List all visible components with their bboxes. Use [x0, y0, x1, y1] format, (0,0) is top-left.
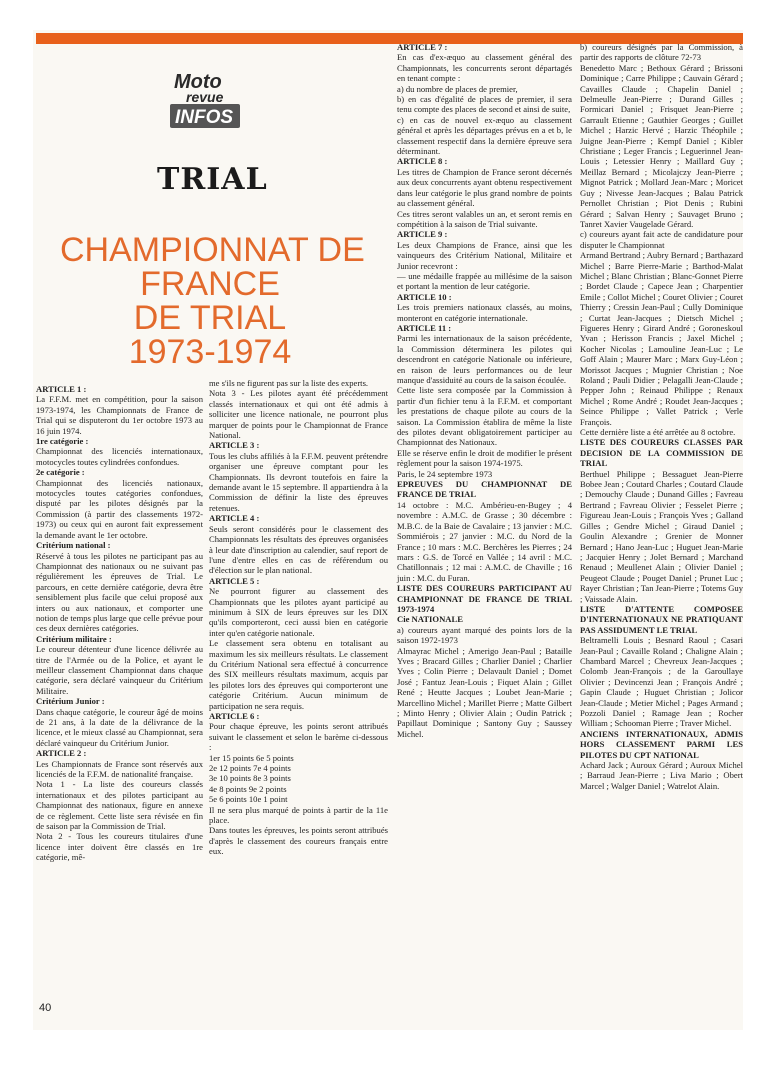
paragraph: Almayrac Michel ; Amerigo Jean-Paul ; Bataille Yves ; Bracard Gilles ; Charlier Daniel ; Charlier Yves ; Colin Pierre ; Delavault Daniel ; Domet José ; Fantuz Jean-Louis ; Fiquet Alain ; Gillet René ; Heutte Jacques ; Loubet Jean-Marie ; Marcellino Michel ; Marillet Pierre ; Matte Gilbert ; Minto Henry ; Olivier Alain ; Oudin Patrick ; Papillaut Dominique ; Santony Guy ; Saussey Michel. — [397, 645, 572, 739]
column-4 — [580, 42, 743, 791]
moto-revue-infos-logo — [170, 70, 256, 130]
paragraph: ARTICLE 2 : — [36, 748, 87, 759]
column-2 — [209, 378, 388, 857]
paragraph: Championnat des licenciés internationaux, motocycles toutes cylindrées confondues. — [36, 446, 203, 467]
paragraph: 1re catégorie : — [36, 436, 89, 447]
paragraph: b) en cas d'égalité de places de premier, il sera tenu compte des places de second et ainsi de suite, — [397, 94, 572, 115]
paragraph: Championnat des licenciés nationaux, motocycles toutes catégories confondues, disputé par les pilotes désignés par la Commission (à partir des classements 1972-1973) ou ceux qui en auront fait expressement la demande avant le 1er octobre. — [36, 477, 203, 540]
logo-moto-text: Moto — [174, 71, 222, 93]
paragraph: ARTICLE 11 : — [397, 322, 452, 333]
paragraph: Beltramelli Louis ; Besnard Raoul ; Casari Jean-Paul ; Cavaille Roland ; Chaligne Alain ; Chambard Marcel ; Chevreux Jean-Jacques ; Colomb Jean-François ; de la Garoullaye Olivier ; Devincenzi Jean ; François André ; Gapin Claude ; Huguet Christian ; Jolicor Jean-Claude ; Metier Michel ; Pages Armand ; Pozzoli Daniel ; Ramage Jean ; Rocher William ; Schooman Pierre ; Traver Michel. — [580, 635, 743, 729]
paragraph: ARTICLE 4 : — [209, 513, 260, 524]
paragraph: Seuls seront considérés pour le classement des Championnats les résultats des épreuves organisées à leur date d'inscription au calendier, sauf report de l'une d'entre elles en cas de référendum ou d'élection sur le plan national. — [209, 523, 388, 576]
paragraph: Critérium militaire : — [36, 633, 112, 644]
paragraph: 5e 6 points 10e 1 point — [209, 794, 288, 805]
paragraph: Réservé à tous les pilotes ne participant pas au Championnat des nationaux ou ne suivant pas régulièrement les épreuves de Trial. Le parcours, en cette dernière catégorie, devra être sensiblement plus facile que celui proposé aux inters ou aux nationaux, et comporter une notion de temps plus large que celle prévue pour ces deux dernières catégories. — [36, 550, 203, 634]
paragraph: En cas d'ex-æquo au classement général des Championnats, les concurrents seront départagés en tenant compte : — [397, 52, 572, 84]
paragraph: Les Championnats de France sont réservés aux licenciés de la F.F.M. de nationalité française. — [36, 758, 203, 780]
paragraph: Achard Jack ; Auroux Gérard ; Auroux Michel ; Barraud Jean-Pierre ; Liva Mario ; Obert Marcel ; Walger Daniel ; Watrelot Alain. — [580, 760, 743, 791]
paragraph: LISTE DES COUREURS CLASSES PAR DECISION DE LA COMMISSION DE TRIAL — [580, 437, 743, 469]
paragraph: Ne pourront figurer au classement des Championnats que les pilotes ayant participé au minimum à SIX de leurs épreuves sur les DIX qu'ils comporteront, ceci aussi bien en catégorie inter qu'en catégorie nationale. — [209, 586, 388, 638]
paragraph: Les deux Champions de France, ainsi que les vainqueurs des Critérium National, Militaire et Junior recevront : — [397, 239, 572, 271]
title-line-4: 1973-1974 — [128, 333, 292, 371]
paragraph: ANCIENS INTERNATIONAUX, ADMIS HORS CLASSEMENT PARMI LES PILOTES DU CPT NATIONAL — [580, 728, 743, 760]
page-number: 40 — [39, 1002, 52, 1014]
logo-infos-text: INFOS — [175, 107, 234, 128]
paragraph: Tous les clubs affiliés à la F.F.M. peuvent prétendre organiser une épreuve comptant pour les Championnats. Ils devront toutefois en faire la demande avant le 15 septembre. Il appartiendra à la Commission de définir la liste des épreuves retenues. — [209, 450, 388, 513]
paragraph: Les titres de Champion de France seront décernés aux deux concurrents ayant obtenu respectivement dans leur catégorie le plus grand nombre de points au classement général. — [397, 166, 572, 209]
paragraph: LISTE DES COUREURS PARTICIPANT AU CHAMPIONNAT DE FRANCE DE TRIAL 1973-1974 — [397, 583, 572, 614]
paragraph: 1er 15 points 6e 5 points — [209, 752, 294, 763]
paragraph: Le coureur détenteur d'une licence délivrée au titre de l'Armée ou de la Police, et ayant le meilleur classement Championnat dans chaque catégorie, sera déclaré vainqueur du Critérium Militaire. — [36, 644, 203, 696]
section-heading: TRIAL — [157, 162, 268, 197]
title-line-3: DE TRIAL — [133, 299, 287, 337]
paragraph: Paris, le 24 septembre 1973 — [397, 468, 493, 479]
paragraph: ARTICLE 6 : — [209, 711, 260, 721]
paragraph: ARTICLE 1 : — [36, 384, 87, 394]
paragraph: a) du nombre de places de premier, — [397, 83, 518, 94]
paragraph: Le classement sera obtenu en totalisant au maximum les six meilleurs résultats. Le classement du Critérium National sera effectué à concurrence des SIX meilleurs résultats maximum, acquis par les pilotes lors des épreuves qui comporteront une catégorie Critérium. Aucun minimum de participation ne sera requis. — [209, 638, 388, 711]
paragraph: Benedetto Marc ; Bethoux Gérard ; Brissoni Dominique ; Carre Philippe ; Cauvain Gérard ; Cavailles Claude ; Chapelin Daniel ; Delmeulle Jean-Pierre ; Durand Gilles ; Formicari Daniel ; Frisquet Jean-Pierre ; Garrault Etienne ; Gauthier Georges ; Guillet Michel ; Harzic Hervé ; Harzic Théophile ; Juigne Jean-Pierre ; Kempf Daniel ; Kibler Christiane ; Leger Francis ; Leguerinnel Jean-Louis ; Letessier Henry ; Maillard Guy ; Meillaz Bernard ; Micolajczy Jean-Pierre ; Mignot Patrick ; Mollard Jean-Marc ; Moricet Guy ; Nivesse Jean-Jacques ; Balau Patrick Pernollet Christian ; Piot Denis ; Rubini Gérard ; Salvan Henry ; Sauvaget Bruno ; Tanret Xavier Vaugelade Gérard. — [580, 62, 743, 229]
paragraph: Les trois premiers nationaux classés, au moins, monteront en catégorie internationale. — [397, 302, 572, 323]
paragraph: b) coureurs désignés par la Commission, à partir des rapports de clôture 72-73 — [580, 42, 743, 63]
column-1 — [36, 384, 203, 863]
paragraph: Cette liste sera composée par la Commission à partir d'un fichier tenu à la F.F.M. et comportant les prestations de chaque pilote au cours de la saison. La Commission établira de même la liste des pilotes devant obligatoirement participer au Championnat des Nationaux. — [397, 385, 572, 448]
paragraph: Nota 1 - La liste des coureurs classés internationaux et des pilotes participant au Championnat des nationaux, figure en annexe de ce règlement. Cette liste sera révisée en fin de saison par la Commission de Trial. — [36, 779, 203, 832]
paragraph: 2e 12 points 7e 4 points — [209, 763, 291, 774]
paragraph: Nota 3 - Les pilotes ayant été précédemment classés internationaux et qui ont été admis à solliciter une licence nationale, ne pourront plus marquer de points pour le Championnat de France National. — [209, 388, 388, 441]
column-3 — [397, 42, 572, 739]
paragraph: 3e 10 points 8e 3 points — [209, 773, 291, 784]
paragraph: La F.F.M. met en compétition, pour la saison 1973-1974, les Championnats de France de Trial qui se disputeront du 1er octobre 1973 au 16 juin 1974. — [36, 394, 203, 436]
paragraph: c) coureurs ayant fait acte de candidature pour disputer le Championnat — [580, 229, 743, 250]
paragraph: c) en cas de nouvel ex-æquo au classement général et après les départages prévus en a et b, le classement respectif dans la dernière épreuve sera déterminant. — [397, 114, 572, 157]
paragraph: Dans toutes les épreuves, les points seront attribués d'après le classement des coureurs français entre eux. — [209, 825, 388, 857]
paragraph: ARTICLE 9 : — [397, 229, 448, 240]
paragraph: EPREUVES DU CHAMPIONNAT DE FRANCE DE TRIAL — [397, 479, 572, 500]
paragraph: ARTICLE 5 : — [209, 575, 260, 586]
paragraph: 14 octobre : M.C. Ambérieu-en-Bugey ; 4 novembre : A.M.C. de Grasse ; 30 décembre : M.B.C. de la Baie de Cavalaire ; 13 janvier : M.C. Sommiérois ; 27 janvier : M.C. du Nord de la France ; 10 mars : M.C. Berchères les Pierres ; 24 mars : G.S. de Torcé en Vallée ; 14 avril : M.C. Chatillonnais ; 12 mai : A.M.C. de Chaville ; 16 juin : M.C. du Furan. — [397, 499, 572, 583]
paragraph: Pour chaque épreuve, les points seront attribués suivant le classement et selon le barème ci-dessous : — [209, 721, 388, 753]
paragraph: ARTICLE 7 : — [397, 42, 448, 52]
paragraph: Berthuel Philippe ; Bessaguet Jean-Pierre Bobee Jean ; Coutard Charles ; Coutard Claude ; Demouchy Claude ; Dunand Gilles ; Favreau Bertrand ; Favreau Olivier ; Fesselet Pierre ; Figureau Jean-Louis ; François Yves ; Galland Gilles ; Gendre Michel ; Giraud Daniel ; Goulin Alexandre ; Grenier de Monner Bernard ; Hano Jean-Luc ; Huguet Jean-Marie ; Jacquier Henry ; Jolet Bernard ; Marchand Renaud ; Meullenet Alain ; Olivier Daniel ; Peugeot Claude ; Pouget Daniel ; Prunet Luc ; Rayer Christian ; Tan Jean-Pierre ; Totems Guy ; Vaissade Alain. — [580, 468, 744, 604]
paragraph: Critérium national : — [36, 540, 111, 551]
paragraph: 4e 8 points 9e 2 points — [209, 783, 287, 794]
paragraph: ARTICLE 10 : — [397, 291, 452, 302]
paragraph: ARTICLE 3 : — [209, 440, 260, 451]
paragraph: 2e catégorie : — [36, 467, 85, 478]
paragraph: me s'ils ne figurent pas sur la liste des experts. — [209, 378, 369, 388]
paragraph: LISTE D'ATTENTE COMPOSEE D'INTERNATIONAUX NE PRATIQUANT PAS ASSIDUMENT LE TRIAL — [580, 603, 743, 635]
paragraph: a) coureurs ayant marqué des points lors de la saison 1972-1973 — [397, 624, 572, 646]
paragraph: Elle se réserve enfin le droit de modifier le présent règlement pour la saison 1974-1975. — [397, 447, 572, 469]
paragraph: Cie NATIONALE — [397, 614, 463, 625]
paragraph: Critérium Junior : — [36, 696, 105, 707]
paragraph: Armand Bertrand ; Aubry Bernard ; Barthazard Michel ; Barre Pierre-Marie ; Barthod-Malat Michel ; Blanc Christian ; Blanc-Gonnet Pierre ; Bordet Claude ; Capece Jean ; Charpentier Emile ; Collot Michel ; Couret Olivier ; Couret Thierry ; Cressin Jean-Paul ; Cully Dominique ; Curtat Jean-Jacques ; Dietsch Michel ; Figueres Henry ; Girard André ; Goroneskoul Yvan ; Herisson Francis ; Jaxel Michel ; Kocher Nicolas ; Lamouline Jean-Luc ; Le Goff Alain ; Maurer Marc ; Marx Guy-Léon ; Morissot Jacques ; Mugnier Christian ; Noe Roland ; Pauli Didier ; Pelagalli Jean-Claude ; Pepper John ; Reinaud Philippe ; Renaux Michel ; Rome André ; Roudet Jean-Jacques ; Seince Philippe ; Vallet Patrick ; Verle François. — [580, 250, 743, 427]
title-line-1: CHAMPIONNAT DE — [60, 231, 365, 269]
title-line-2: FRANCE — [140, 265, 280, 303]
page-title — [60, 231, 365, 371]
paragraph: Parmi les internationaux de la saison précédente, la Commission déterminera les pilotes qui descendront en catégorie Nationale ou inférieure, en raison de leurs performances ou de leur manque d'assiduité au cours de la saison écoulée. — [397, 333, 572, 385]
paragraph: Nota 2 - Tous les coureurs titulaires d'une licence inter doivent être classés en 1re catégorie, mê- — [36, 831, 203, 863]
paragraph: Il ne sera plus marqué de points à partir de la 11e place. — [209, 804, 388, 826]
paragraph: — une médaille frappée au millésime de la saison et portant la mention de leur catégorie. — [397, 270, 572, 292]
logo-revue-text: revue — [186, 89, 224, 105]
paragraph: Cette dernière liste a été arrêtée au 8 octobre. — [580, 427, 736, 438]
paragraph: Dans chaque catégorie, le coureur âgé de moins de 21 ans, à la date de la délivrance de la licence, et le mieux classé au Championnat, sera déclaré vainqueur du Critérium Junior. — [36, 706, 203, 748]
paragraph: Ces titres seront valables un an, et seront remis en compétition à la saison de Trial suivante. — [397, 208, 572, 229]
paragraph: ARTICLE 8 : — [397, 156, 448, 167]
